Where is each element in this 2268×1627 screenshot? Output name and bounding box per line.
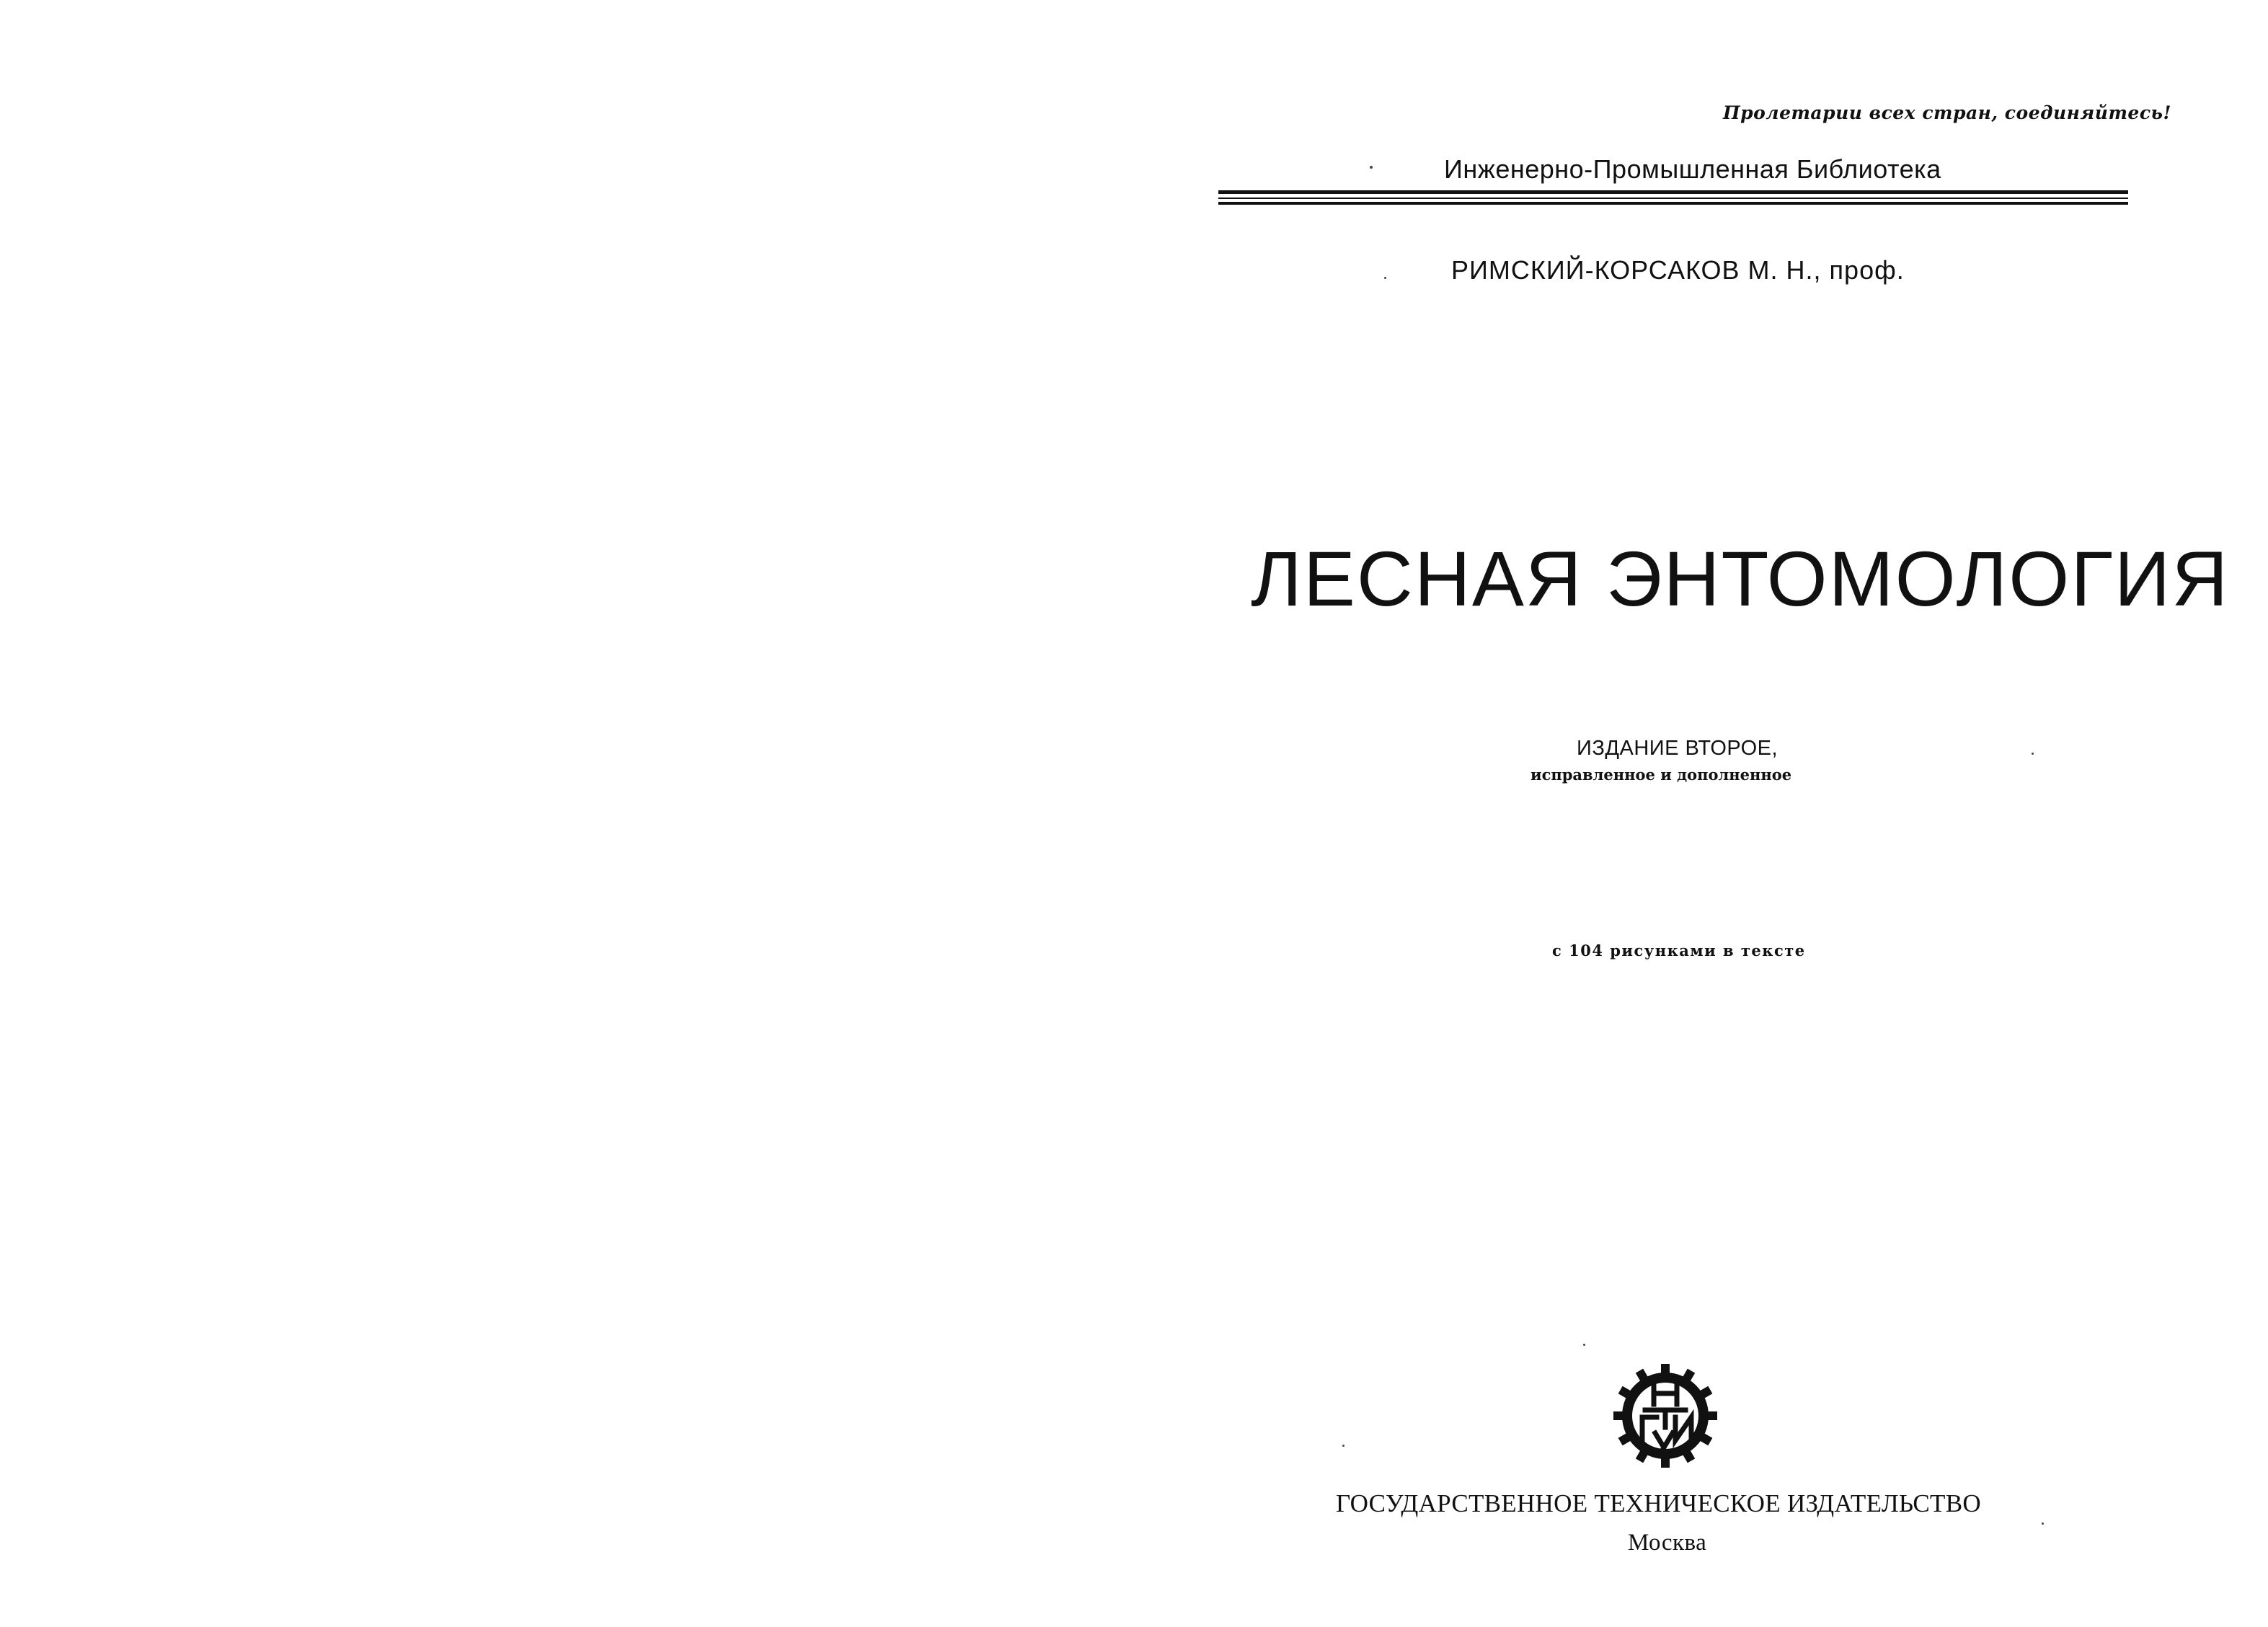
city: Москва — [1628, 1530, 1707, 1556]
print-speck — [1342, 1445, 1345, 1447]
edition: ИЗДАНИЕ ВТОРОЕ, — [1577, 737, 1778, 760]
figures-note: с 104 рисунками в тексте — [1552, 941, 1806, 959]
slogan: Пролетарии всех стран, соединяйтесь! — [1723, 102, 2172, 123]
series-name: Инженерно-Промышленная Библиотека — [1444, 154, 1941, 184]
title-page — [1211, 0, 2268, 1627]
header-rule-bottom — [1218, 202, 2128, 205]
author: РИМСКИЙ-КОРСАКОВ М. Н., проф. — [1451, 255, 1905, 285]
header-rule-thin — [1218, 198, 2128, 199]
print-speck — [1370, 166, 1373, 169]
header-rule-thick — [1218, 190, 2128, 194]
print-speck — [2042, 1522, 2044, 1525]
print-speck — [1384, 277, 1386, 279]
print-speck — [2032, 753, 2034, 755]
publisher: ГОСУДАРСТВЕННОЕ ТЕХНИЧЕСКОЕ ИЗДАТЕЛЬСТВО — [1336, 1489, 1981, 1517]
gear-emblem-icon — [1611, 1361, 1720, 1471]
book-title: ЛЕСНАЯ ЭНТОМОЛОГИЯ — [1251, 535, 2230, 622]
edition-note: исправленное и дополненное — [1531, 766, 1792, 784]
print-speck — [1583, 1344, 1585, 1346]
